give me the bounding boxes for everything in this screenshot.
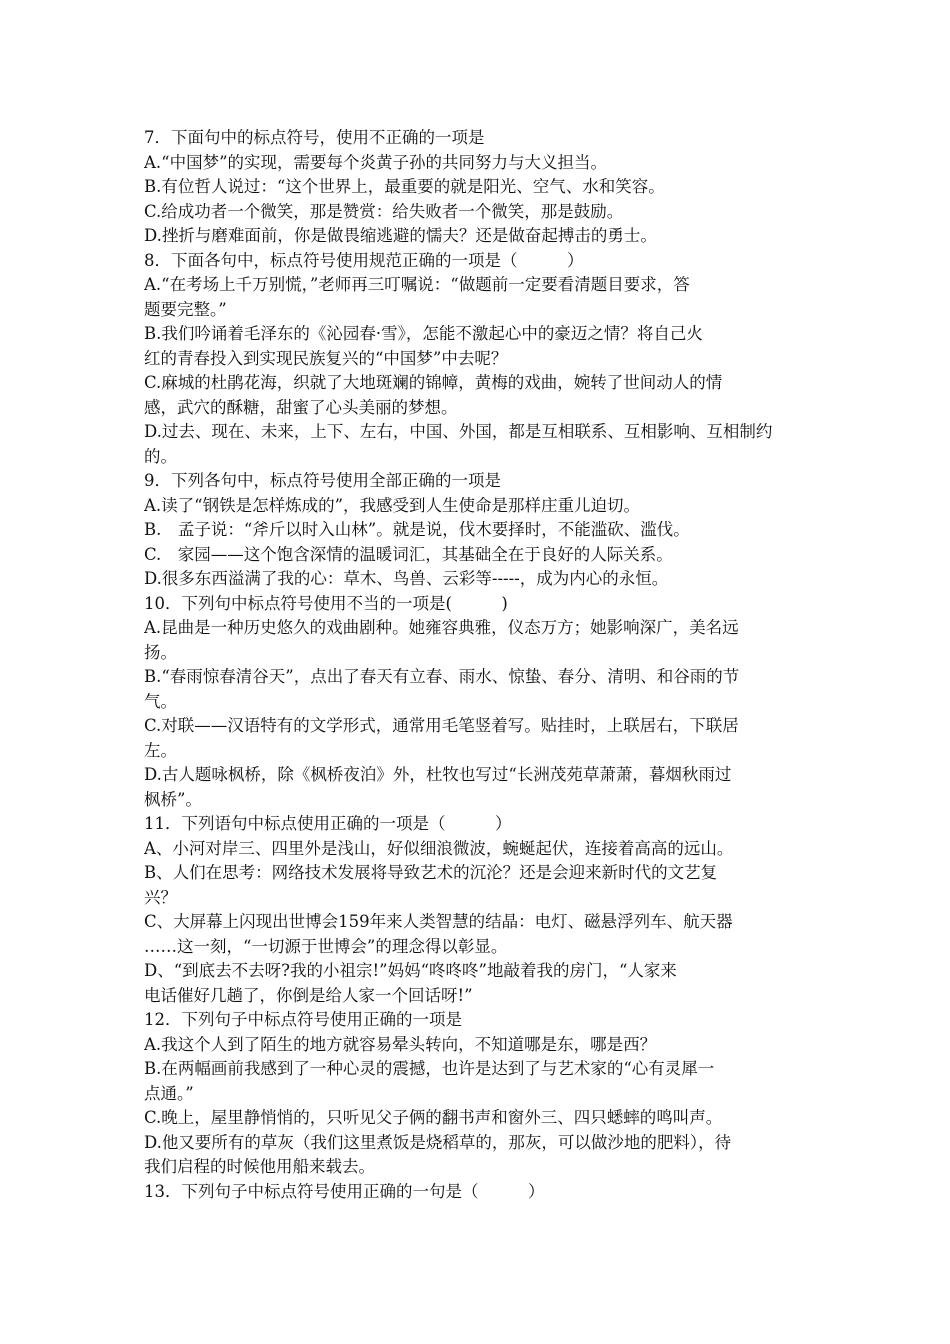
question-8-option-b: B.我们吟诵着毛泽东的《沁园春·雪》，怎能不激起心中的豪迈之情？将自己火: [144, 324, 703, 343]
question-11-stem: 11．下列语句中标点使用正确的一项是（ ）: [144, 814, 512, 833]
question-8-option-d-cont: 的。: [144, 446, 177, 466]
question-7-stem: 7．下面句中的标点符号，使用不正确的一项是: [144, 128, 485, 147]
question-11-option-d: D、“到底去不去呀?我的小祖宗!”妈妈“咚咚咚”地敲着我的房门，“人家来: [144, 961, 677, 980]
question-11-option-c: C、大屏幕上闪现出世博会159年来人类智慧的结晶：电灯、磁悬浮列车、航天器: [144, 912, 733, 931]
question-9-option-b: B. 孟子说：“斧斤以时入山林”。就是说，伐木要择时，不能滥砍、滥伐。: [144, 520, 690, 539]
question-11-option-b: B、人们在思考：网络技术发展将导致艺术的沉沦？还是会迎来新时代的文艺复: [144, 863, 718, 882]
question-12-option-d-cont: 我们启程的时候他用船来载去。: [144, 1157, 375, 1176]
question-12-option-b-cont: 点通。”: [144, 1083, 194, 1103]
question-10-stem: 10．下列句中标点符号使用不当的一项是( ): [144, 593, 508, 613]
question-text-block: [144, 126, 814, 1204]
question-10-option-c: C.对联——汉语特有的文学形式，通常用毛笔竖着写。贴挂时，上联居右，下联居: [144, 716, 739, 735]
question-10-option-c-cont: 左。: [144, 740, 177, 760]
question-7-option-c: C.给成功者一个微笑，那是赞赏：给失败者一个微笑，那是鼓励。: [144, 201, 624, 221]
question-12-option-b: B.在两幅画前我感到了一种心灵的震撼，也许是达到了与艺术家的“心有灵犀一: [144, 1059, 715, 1078]
question-8-stem: 8．下面各句中，标点符号使用规范正确的一项是（ ）: [144, 250, 584, 270]
question-10-option-b-cont: 气。: [144, 691, 177, 711]
question-10-option-a: A.昆曲是一种历史悠久的戏曲剧种。她雍容典雅，仪态万方；她影响深广，美名远: [144, 618, 739, 637]
question-11-option-d-cont: 电话催好几趟了，你倒是给人家一个回话呀!”: [144, 985, 473, 1005]
question-7-option-d: D.挫折与磨难面前，你是做畏缩逃避的懦夫？还是做奋起搏击的勇士。: [144, 226, 657, 245]
question-11-option-b-cont: 兴？: [144, 887, 177, 907]
question-8-option-a: A.“在考场上千万别慌，”老师再三叮嘱说：“做题前一定要看清题目要求，答: [144, 275, 690, 294]
question-7-option-a: A.“中国梦”的实现，需要每个炎黄子孙的共同努力与大义担当。: [144, 152, 608, 172]
question-8-option-d: D.过去、现在、未来，上下、左右，中国、外国，都是互相联系、互相影响、互相制约: [144, 422, 773, 441]
question-8-option-c: C.麻城的杜鹃花海，织就了大地斑斓的锦幛，黄梅的戏曲，婉转了世间动人的情: [144, 373, 723, 392]
question-10-option-d: D.古人题咏枫桥，除《枫桥夜泊》外，杜牧也写过“长洲茂苑草萧萧，暮烟秋雨过: [144, 765, 732, 784]
question-12-option-a: A.我这个人到了陌生的地方就容易晕头转向，不知道哪是东，哪是西？: [144, 1034, 657, 1054]
question-11-option-c-cont: ……这一刻，“一切源于世博会”的理念得以彰显。: [144, 936, 508, 956]
question-8-option-c-cont: 感，武穴的酥糖，甜蜜了心头美丽的梦想。: [144, 397, 458, 417]
question-10-option-d-cont: 枫桥”。: [144, 789, 202, 809]
question-8-option-a-cont: 题要完整。”: [144, 299, 227, 319]
question-10-option-a-cont: 扬。: [144, 642, 177, 662]
question-9-option-c: C. 家园——这个饱含深情的温暖词汇，其基础全在于良好的人际关系。: [144, 544, 673, 564]
question-10-option-b: B.“春雨惊春清谷天”，点出了春天有立春、雨水、惊蛰、春分、清明、和谷雨的节: [144, 667, 740, 686]
question-9-option-a: A.读了“钢铁是怎样炼成的”，我感受到人生使命是那样庄重儿迫切。: [144, 495, 641, 515]
question-13-stem: 13．下列句子中标点符号使用正确的一句是（ ）: [144, 1181, 545, 1201]
question-12-stem: 12．下列句子中标点符号使用正确的一项是: [144, 1010, 462, 1029]
question-12-option-c: C.晚上，屋里静悄悄的，只听见父子俩的翻书声和窗外三、四只蟋蟀的鸣叫声。: [144, 1108, 723, 1127]
question-7-option-b: B.有位哲人说过：“这个世界上，最重要的就是阳光、空气、水和笑容。: [144, 177, 665, 196]
question-9-option-d: D.很多东西溢满了我的心：草木、鸟兽、云彩等-----，成为内心的永恒。: [144, 569, 669, 588]
question-11-option-a: A、小河对岸三、四里外是浅山，好似细浪微波，蜿蜒起伏，连接着高高的远山。: [144, 838, 734, 858]
question-12-option-d: D.他又要所有的草灰（我们这里煮饭是烧稻草的，那灰，可以做沙地的肥料），待: [144, 1132, 732, 1152]
question-8-option-b-cont: 红的青春投入到实现民族复兴的“中国梦”中去呢？: [144, 348, 508, 368]
question-9-stem: 9．下列各句中，标点符号使用全部正确的一项是: [144, 471, 501, 490]
